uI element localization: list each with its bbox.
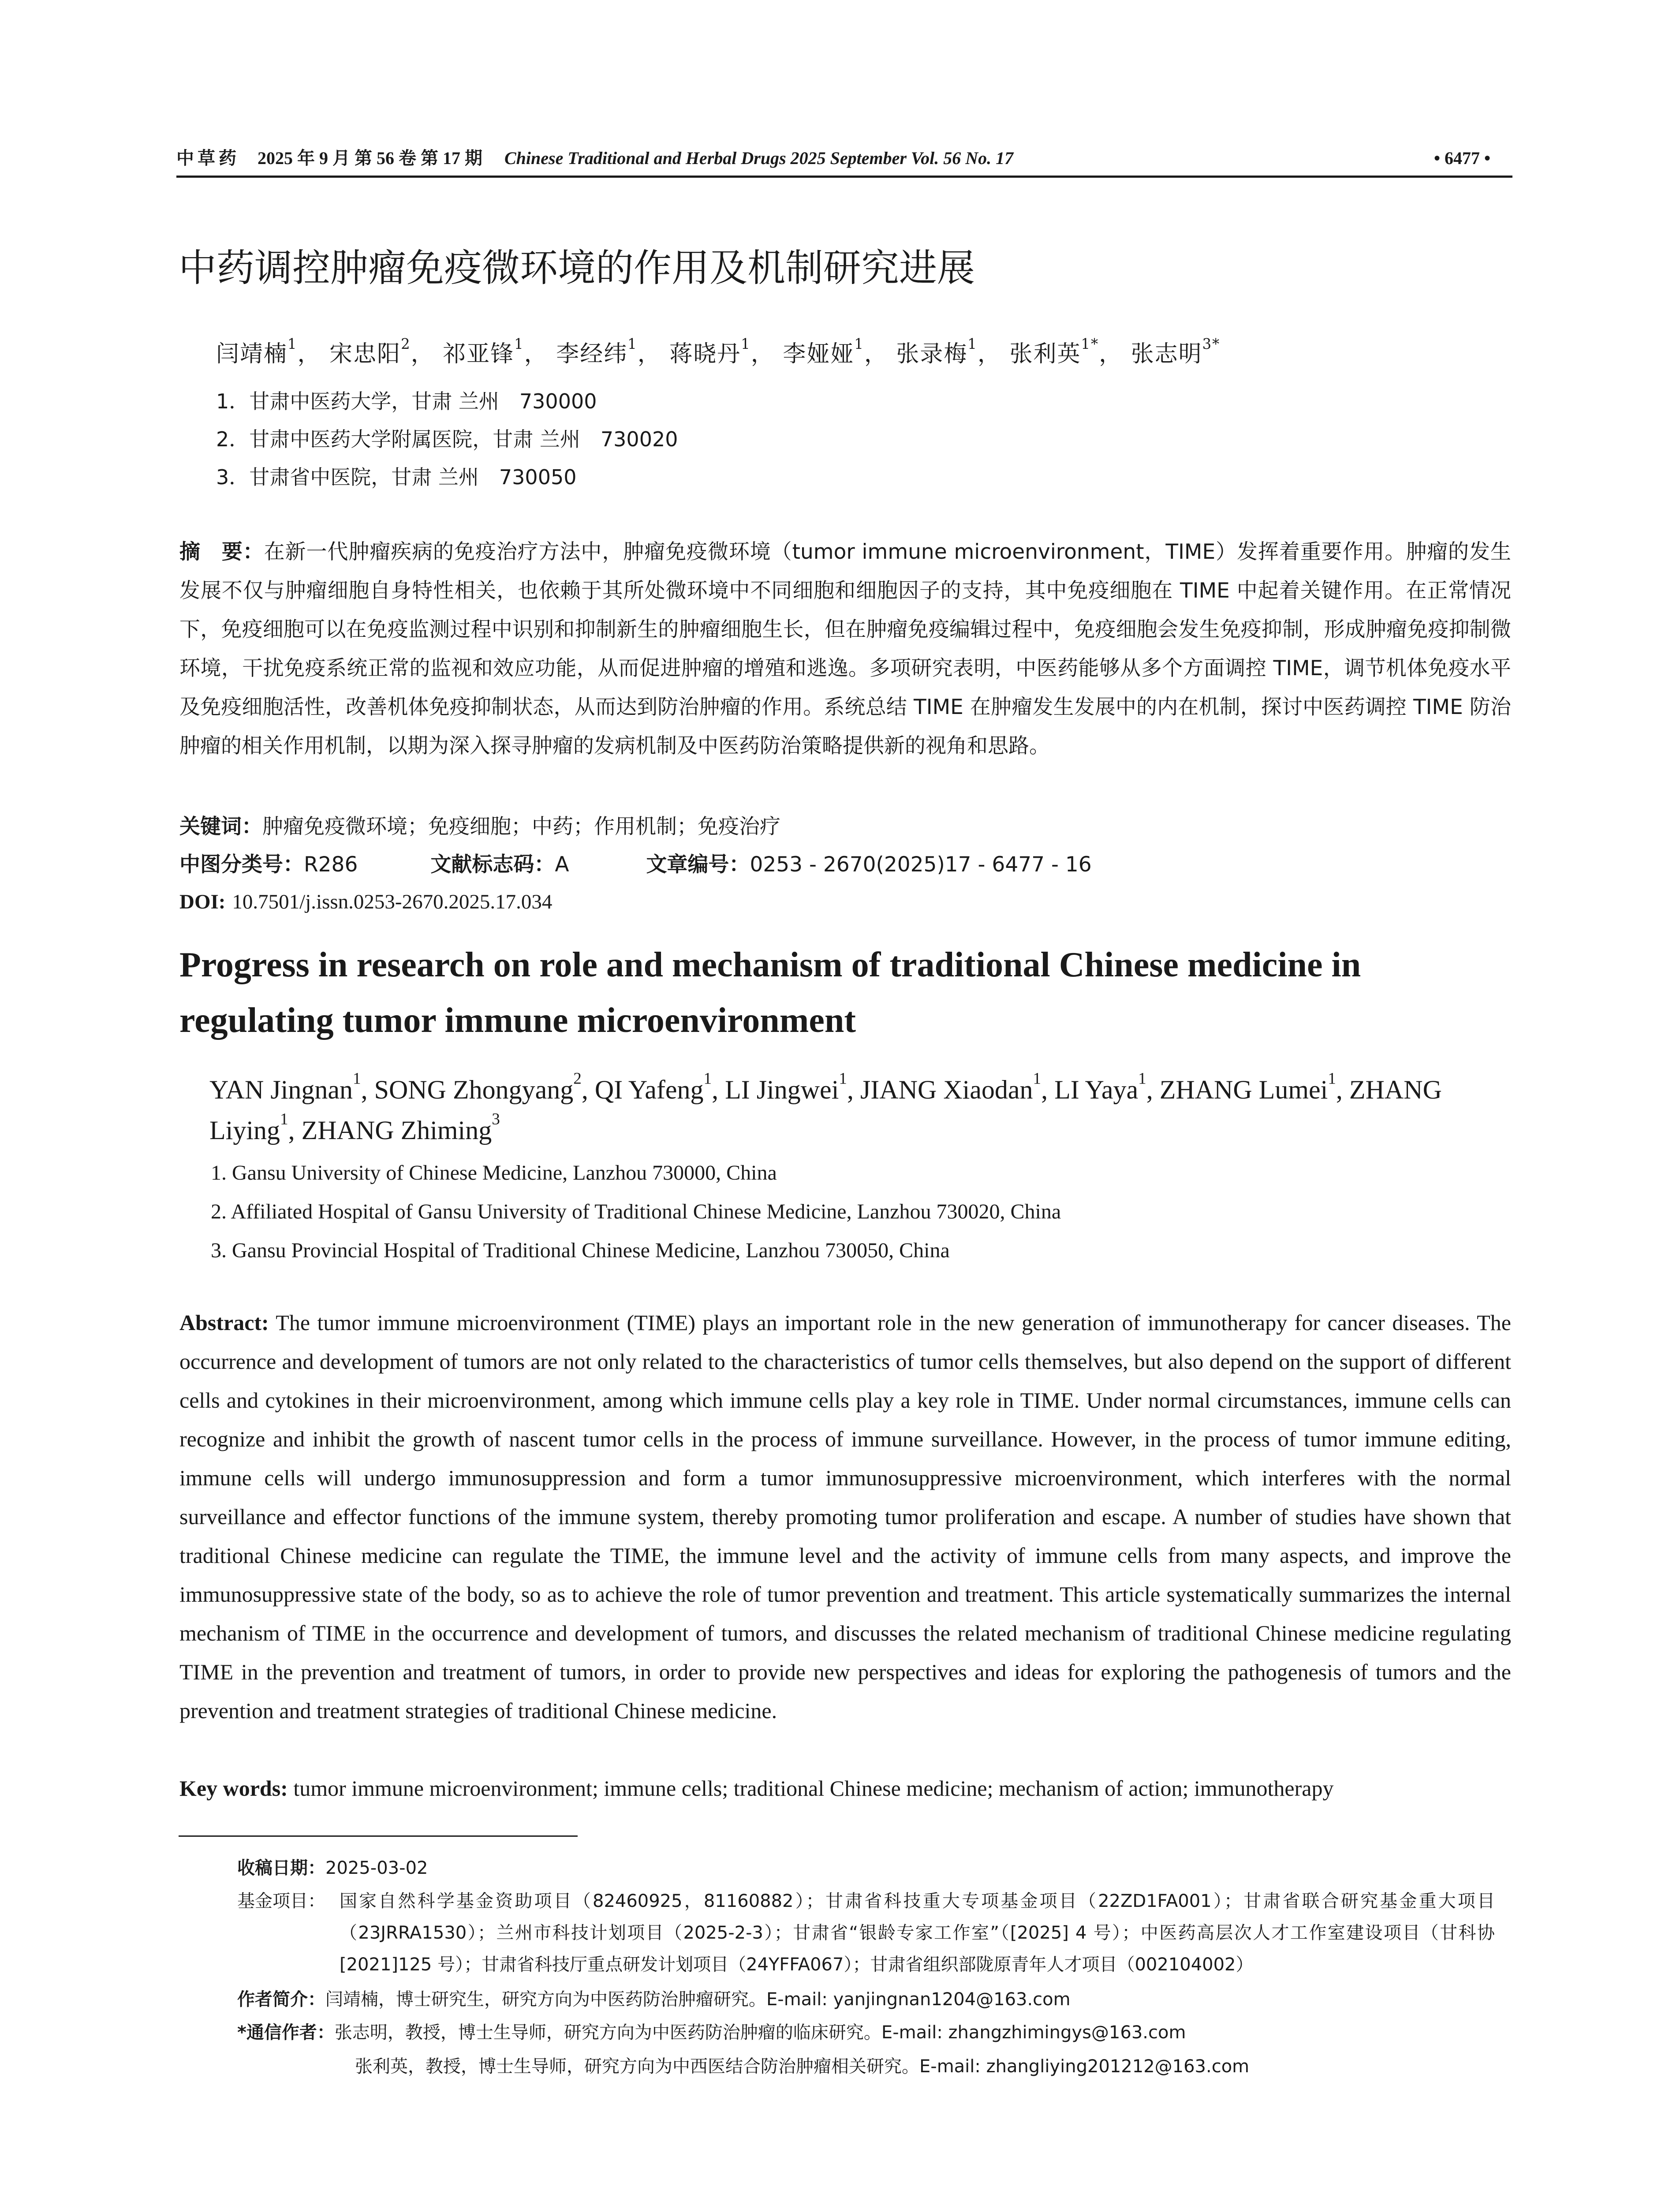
footnote-rule xyxy=(179,1835,578,1837)
abstract-en-label: Abstract: xyxy=(179,1310,269,1335)
title-en: Progress in research on role and mechanism of traditional Chinese medicine in regulating tumor immune microenvironment xyxy=(179,946,1361,1040)
keywords-cn-text: 肿瘤免疫微环境；免疫细胞；中药；作用机制；免疫治疗 xyxy=(262,815,780,839)
author-en: YAN Jingnan$^1$ xyxy=(209,1069,361,1104)
author-cn: 祁亚锋$^1$ xyxy=(443,335,524,367)
author-en: JIANG Xiaodan$^1$ xyxy=(860,1069,1042,1104)
author-cn: 张录梅$^1$ xyxy=(896,335,978,367)
authors-en: YAN Jingnan$^1$, SONG Zhongyang$^2$, QI Yafeng$^1$, LI Jingwei$^1$, JIANG Xiaodan$^1$, LI Yaya$^1$, ZHANG Lumei$^1$, ZHANG Liying$^1$, ZHANG Zhiming$^3$ xyxy=(209,1069,1442,1145)
author-bio-label: 作者简介： xyxy=(237,1989,325,2010)
fund-value: 国家自然科学基金资助项目（82460925，81160882）；甘肃省科技重大专项基金项目（22ZD1FA001）；甘肃省联合研究基金重大项目（23JRRA1530）；兰州市科技计划项目（2025-2-3）；甘肃省“银龄专家工作室”（[2025] 4 号）；中医药高层次人才工作室建设项目（甘科协[2021]125 号）；甘肃省科技厅重点研发计划项目（24YFFA067）；甘肃省组织部陇原青年人才项目（002104002） xyxy=(340,1891,1495,1975)
author-cn: 闫靖楠$^1$ xyxy=(216,335,298,367)
corresponding-author xyxy=(237,2017,1186,2048)
keywords-en xyxy=(179,1771,1333,1806)
author-en: ZHANG Zhiming$^3$ xyxy=(301,1110,500,1145)
author-en: LI Jingwei$^1$ xyxy=(725,1069,847,1104)
running-header xyxy=(176,143,1508,173)
affiliation-en-3: 3. Gansu Provincial Hospital of Traditional Chinese Medicine, Lanzhou 730050, China xyxy=(211,1239,950,1262)
author-cn: 宋忠阳$^2$ xyxy=(329,335,411,367)
keywords-en-label: Key words: xyxy=(179,1776,288,1801)
author-en: QI Yafeng$^1$ xyxy=(594,1069,712,1104)
abstract-en-text: The tumor immune microenvironment (TIME) plays an important role in the new generation of immunotherapy for cancer diseases. The occurrence and development of tumors are not only related to the characteristics of tumor cells themselves, but also depend on the support of different cells and cytokines in their microenvironment, among which immune cells play a key role in TIME. Under normal circumstances, immune cells can recognize and inhibit the growth of nascent tumor cells in the process of immune surveillance. However, in the process of tumor immune editing, immune cells will undergo immunosuppression and form a tumor immunosuppressive microenvironment, which interferes with the normal surveillance and effector functions of the immune system, thereby promoting tumor proliferation and escape. A number of studies have shown that traditional Chinese medicine can regulate the TIME, the immune level and the activity of immune cells from many aspects, and improve the immunosuppressive state of the body, so as to achieve the role of tumor prevention and treatment. This article systematically summarizes the internal mechanism of TIME in the occurrence and development of tumors, and discusses the related mechanism of traditional Chinese medicine regulating TIME in the prevention and treatment of tumors, in order to provide new perspectives and ideas for exploring the pathogenesis of tumors and the prevention and treatment strategies of traditional Chinese medicine. xyxy=(179,1310,1511,1723)
author-bio xyxy=(237,1984,1071,2015)
keywords-cn xyxy=(179,809,780,845)
doi-line xyxy=(179,884,552,919)
article-number-label: 文章编号： xyxy=(646,852,750,877)
authors-cn: 闫靖楠$^1$， 宋忠阳$^2$， 祁亚锋$^1$， 李经纬$^1$， 蒋晓丹$^1$， 李娅娅$^1$， 张录梅$^1$， 张利英$^{1*}$， 张志明$^{3*}$ xyxy=(216,335,1221,367)
affiliation-cn-3: 3．甘肃省中医院，甘肃 兰州 730050 xyxy=(216,465,577,489)
affiliation-en-1: 1. Gansu University of Chinese Medicine, Lanzhou 730000, China xyxy=(211,1161,777,1185)
abstract-cn-text: 在新一代肿瘤疾病的免疫治疗方法中，肿瘤免疫微环境（tumor immune microenvironment，TIME）发挥着重要作用。肿瘤的发生发展不仅与肿瘤细胞自身特性相关，也依赖于其所处微环境中不同细胞和细胞因子的支持，其中免疫细胞在 TIME 中起着关键作用。在正常情况下，免疫细胞可以在免疫监测过程中识别和抑制新生的肿瘤细胞生长，但在肿瘤免疫编辑过程中，免疫细胞会发生免疫抑制，形成肿瘤免疫抑制微环境，干扰免疫系统正常的监视和效应功能，从而促进肿瘤的增殖和逃逸。多项研究表明，中医药能够从多个方面调控 TIME，调节机体免疫水平及免疫细胞活性，改善机体免疫抑制状态，从而达到防治肿瘤的作用。系统总结 TIME 在肿瘤发生发展中的内在机制，探讨中医药调控 TIME 防治肿瘤的相关作用机制，以期为深入探寻肿瘤的发病机制及中医药防治策略提供新的视角和思路。 xyxy=(179,540,1512,758)
affiliation-en-2: 2. Affiliated Hospital of Gansu University of Traditional Chinese Medicine, Lanzhou 730020, China xyxy=(211,1200,1061,1223)
classification-line xyxy=(179,847,1092,882)
fund-label: 基金项目： xyxy=(237,1891,325,1911)
doi-label: DOI: xyxy=(179,890,226,913)
received-date xyxy=(237,1852,428,1884)
author-bio-value: 闫靖楠，博士研究生，研究方向为中医药防治肿瘤研究。E-mail: yanjingnan1204@163.com xyxy=(325,1989,1071,2010)
affiliation-cn-2: 2．甘肃中医药大学附属医院，甘肃 兰州 730020 xyxy=(216,427,678,451)
doc-code-label: 文献标志码： xyxy=(430,852,555,877)
journal-name-cn: 中草药 xyxy=(176,148,240,168)
author-cn: 张利英$^{1*}$ xyxy=(1009,335,1099,367)
keywords-en-text: tumor immune microenvironment; immune cells; traditional Chinese medicine; mechanism of action; immunotherapy xyxy=(293,1776,1334,1801)
doi-value[interactable]: 10.7501/j.issn.0253-2670.2025.17.034 xyxy=(232,890,553,913)
abstract-en xyxy=(179,1303,1511,1730)
author-en: SONG Zhongyang$^2$ xyxy=(374,1069,582,1104)
article-number-value: 0253 - 2670(2025)17 - 6477 - 16 xyxy=(750,852,1092,877)
author-cn: 张志明$^{3*}$ xyxy=(1131,335,1221,367)
issue-info-cn: 2025 年 9 月 第 56 卷 第 17 期 xyxy=(258,148,482,168)
page-number: • 6477 • xyxy=(1434,148,1490,168)
corresponding-value-1: 张志明，教授，博士生导师，研究方向为中医药防治肿瘤的临床研究。E-mail: zhangzhimingys@163.com xyxy=(334,2022,1186,2043)
clc-value: R286 xyxy=(304,852,358,877)
received-label: 收稿日期： xyxy=(237,1858,325,1878)
abstract-cn xyxy=(179,533,1511,766)
corresponding-label: *通信作者： xyxy=(237,2022,335,2043)
header-rule xyxy=(176,176,1512,178)
author-en: LI Yaya$^1$ xyxy=(1054,1069,1146,1104)
affiliation-cn-1: 1．甘肃中医药大学，甘肃 兰州 730000 xyxy=(216,389,597,413)
abstract-cn-label: 摘 要： xyxy=(179,540,264,564)
author-en: ZHANG Liying$^1$ xyxy=(209,1075,1442,1145)
clc-label: 中图分类号： xyxy=(179,852,304,877)
author-cn: 蒋晓丹$^1$ xyxy=(669,335,751,367)
keywords-cn-label: 关键词： xyxy=(179,815,262,839)
doc-code-value: A xyxy=(555,852,569,877)
corresponding-value-2: 张利英，教授，博士生导师，研究方向为中西医结合防治肿瘤相关研究。E-mail: zhangliying201212@163.com xyxy=(355,2056,1250,2077)
author-cn: 李娅娅$^1$ xyxy=(783,335,864,367)
journal-name-en: Chinese Traditional and Herbal Drugs 2025 September Vol. 56 No. 17 xyxy=(504,148,1014,168)
title-cn: 中药调控肿瘤免疫微环境的作用及机制研究进展 xyxy=(179,246,975,290)
author-en: ZHANG Lumei$^1$ xyxy=(1159,1069,1336,1104)
received-value: 2025-03-02 xyxy=(325,1858,428,1878)
author-cn: 李经纬$^1$ xyxy=(556,335,638,367)
